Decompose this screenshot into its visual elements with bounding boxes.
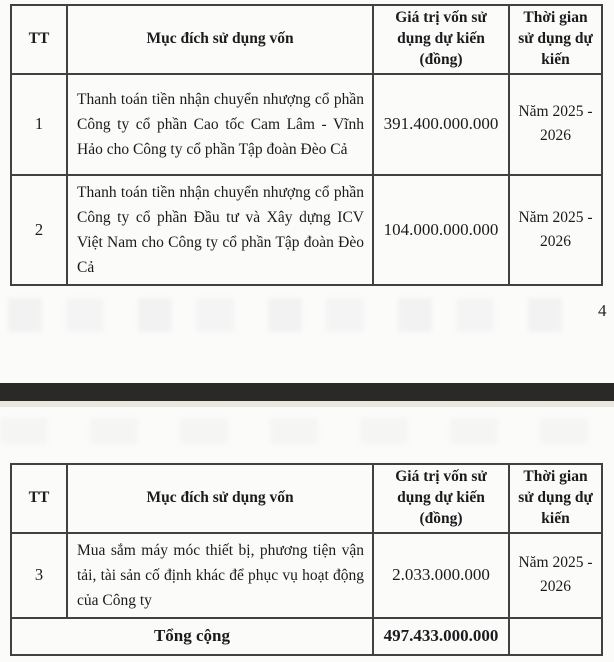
purpose-cell: Mua sắm máy móc thiết bị, phương tiện vận tải, tài sản cố định khác để phục vụ hoạt động của Công ty (67, 533, 373, 618)
row-number: 3 (11, 533, 67, 618)
purpose-cell: Thanh toán tiền nhận chuyển nhượng cổ phần Công ty cổ phần Đầu tư và Xây dựng ICV Việt Nam cho Công ty cổ phần Tập đoàn Đèo Cả (67, 175, 373, 285)
header-time: Thời gian sử dụng dự kiến (509, 464, 602, 533)
purpose-cell: Thanh toán tiền nhận chuyển nhượng cổ phần Công ty cổ phần Cao tốc Cam Lâm - Vĩnh Hảo cho Công ty cổ phần Tập đoàn Đèo Cả (67, 74, 373, 175)
header-purpose: Mục đích sử dụng vốn (67, 5, 373, 74)
total-time-empty-cell (509, 618, 602, 655)
time-cell: Năm 2025 - 2026 (509, 175, 602, 285)
table-row (11, 533, 602, 618)
page-number: 4 (598, 301, 607, 320)
page-separator-edge (0, 401, 614, 407)
header-value: Giá trị vốn sử dụng dự kiến (đồng) (373, 464, 509, 533)
table-header-row (11, 5, 602, 74)
time-cell: Năm 2025 - 2026 (509, 533, 602, 618)
value-cell: 2.033.000.000 (373, 533, 509, 618)
row-number: 1 (11, 74, 67, 175)
time-cell: Năm 2025 - 2026 (509, 74, 602, 175)
value-cell: 391.400.000.000 (373, 74, 509, 175)
page-separator-band (0, 383, 614, 401)
header-tt: TT (11, 464, 67, 533)
value-cell: 104.000.000.000 (373, 175, 509, 285)
table-row (11, 175, 602, 285)
table-row (11, 74, 602, 175)
total-value: 497.433.000.000 (373, 618, 509, 655)
total-row (11, 618, 602, 655)
scan-artifact (8, 298, 583, 332)
header-time: Thời gian sử dụng dự kiến (509, 5, 602, 74)
total-label: Tổng cộng (11, 618, 373, 655)
row-number: 2 (11, 175, 67, 285)
scan-artifact (0, 418, 614, 444)
header-value: Giá trị vốn sử dụng dự kiến (đồng) (373, 5, 509, 74)
table-header-row (11, 464, 602, 533)
header-purpose: Mục đích sử dụng vốn (67, 464, 373, 533)
capital-usage-table-page5 (10, 463, 603, 656)
capital-usage-table-page4 (10, 4, 603, 286)
header-tt: TT (11, 5, 67, 74)
